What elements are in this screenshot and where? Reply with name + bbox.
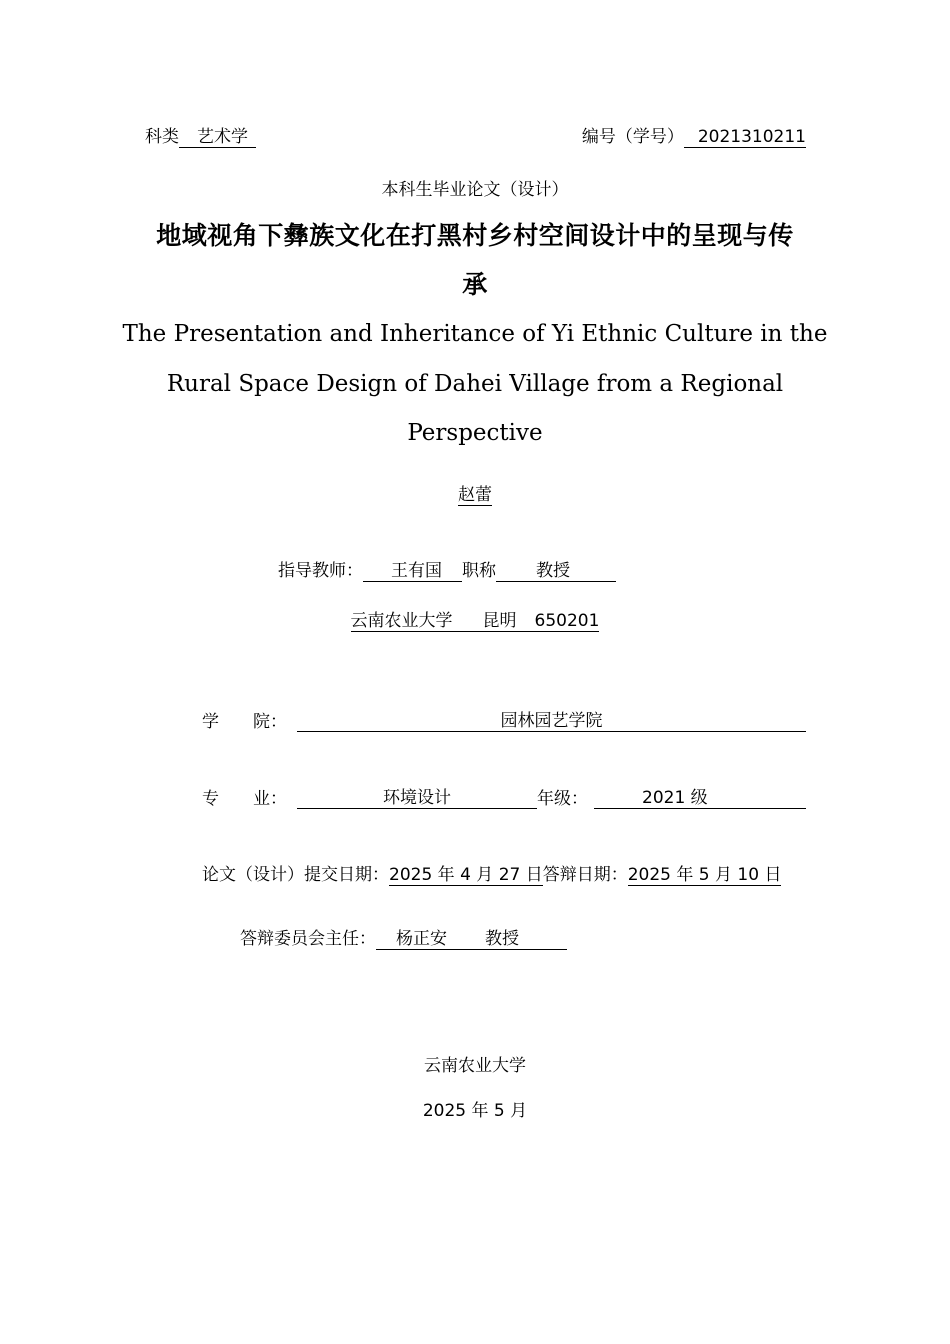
grade-value-row — [594, 788, 806, 809]
document-type: 本科生毕业论文（设计） — [381, 180, 569, 200]
major-label: 专 业： — [202, 789, 287, 809]
grade-value: 2021 级 — [642, 788, 708, 808]
footer-university: 云南农业大学 — [424, 1056, 526, 1076]
category-row — [145, 126, 256, 148]
title-en-line2: Rural Space Design of Dahei Village from a Regional — [166, 371, 784, 397]
defense-date: 2025 年 5 月 10 日 — [627, 865, 782, 885]
committee-row — [240, 928, 567, 950]
student-id-label: 编号（学号） — [581, 127, 684, 147]
title-cn-line1: 地域视角下彝族文化在打黑村乡村空间设计中的呈现与传 — [156, 221, 794, 250]
committee-label: 答辩委员会主任： — [240, 929, 376, 949]
student-id-row — [582, 126, 806, 148]
title-en-line3: Perspective — [407, 420, 543, 446]
category-label: 科类 — [145, 127, 179, 147]
submit-date-label: 论文（设计）提交日期： — [202, 865, 389, 885]
institution-row — [0, 610, 950, 632]
committee-value — [376, 929, 567, 950]
college-value: 园林园艺学院 — [297, 711, 806, 732]
major-value: 环境设计 — [297, 788, 537, 809]
footer-date: 2025 年 5 月 — [422, 1101, 528, 1121]
author-name: 赵蕾 — [458, 485, 492, 505]
committee-rank: 教授 — [485, 929, 519, 949]
institution-postcode: 650201 — [534, 611, 600, 631]
advisor-rank: 教授 — [496, 561, 616, 582]
advisor-row — [278, 560, 616, 582]
institution-city: 昆明 — [482, 611, 517, 631]
category-value: 艺术学 — [179, 127, 256, 148]
advisor-label: 指导教师： — [278, 561, 363, 581]
advisor-rank-label: 职称 — [462, 561, 496, 581]
author-row — [0, 484, 950, 506]
advisor-name: 王有国 — [363, 561, 462, 582]
student-id-value: 2021310211 — [684, 127, 806, 148]
college-label: 学 院： — [202, 712, 287, 732]
title-cn-line2: 承 — [462, 270, 488, 299]
dates-row — [202, 864, 781, 886]
institution-university: 云南农业大学 — [350, 611, 453, 631]
institution-underline — [351, 611, 600, 632]
title-en-line1: The Presentation and Inheritance of Yi Ethnic Culture in the — [122, 321, 828, 347]
defense-date-label: 答辩日期： — [542, 865, 628, 885]
submit-date: 2025 年 4 月 27 日 — [389, 865, 543, 885]
committee-chair: 杨正安 — [396, 929, 447, 949]
grade-label: 年级： — [537, 789, 588, 809]
